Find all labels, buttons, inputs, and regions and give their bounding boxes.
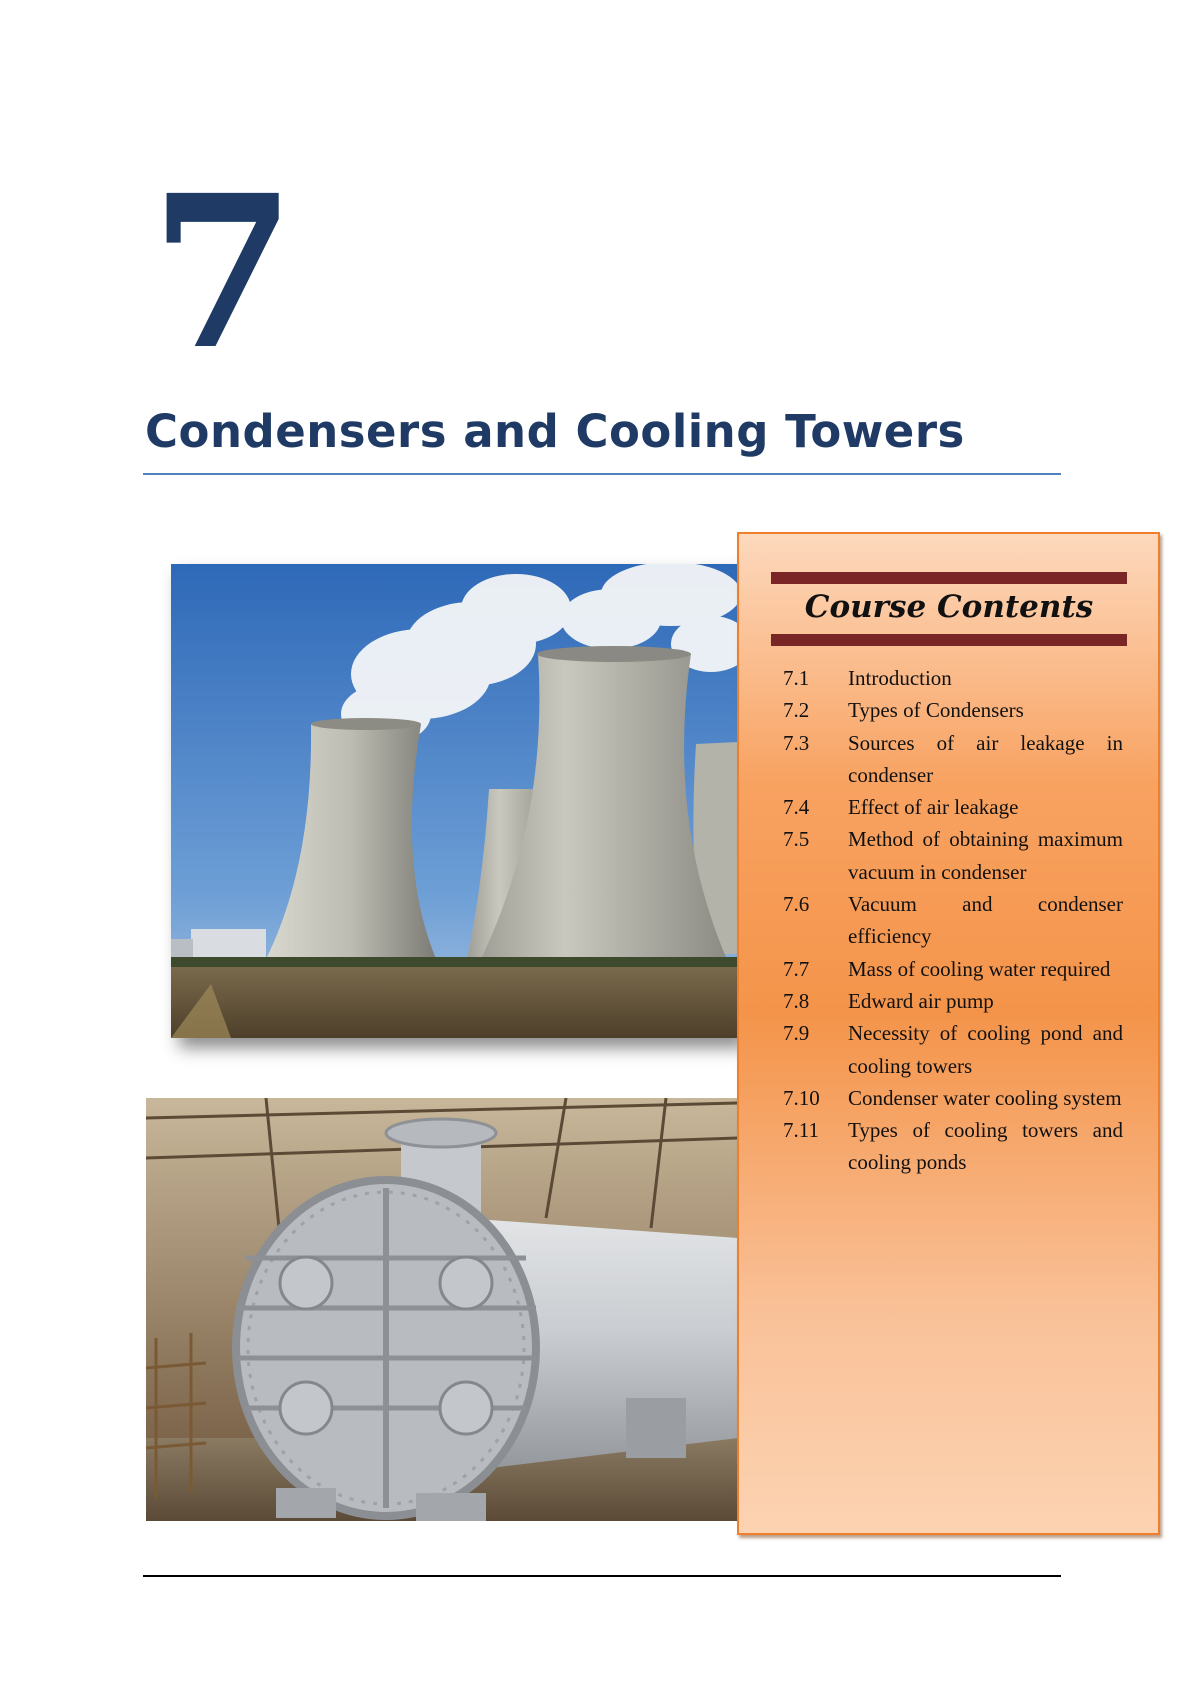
course-contents-panel — [737, 532, 1160, 1535]
cooling-towers-photo — [171, 564, 738, 1038]
item-number: 7.10 — [783, 1085, 820, 1110]
list-item — [783, 791, 1123, 823]
list-item — [783, 662, 1123, 694]
chapter-title: Condensers and Cooling Towers — [145, 405, 965, 458]
item-number: 7.2 — [783, 698, 810, 723]
shell-and-tube-condenser-photo-icon — [146, 1098, 738, 1521]
item-number: 7.3 — [783, 730, 810, 755]
course-contents-list — [783, 662, 1123, 1179]
item-text: Necessity of cooling pond and cooling towers — [848, 1021, 1123, 1078]
item-number: 7.6 — [783, 892, 810, 917]
list-item — [783, 1082, 1123, 1114]
item-text: Mass of cooling water required — [848, 956, 1111, 981]
heading-bar-bottom — [771, 634, 1127, 646]
item-text: Introduction — [848, 666, 952, 690]
list-item — [783, 985, 1123, 1017]
list-item — [783, 823, 1123, 888]
item-number: 7.11 — [783, 1118, 819, 1143]
cooling-towers-photo-icon — [171, 564, 738, 1038]
item-text: Vacuum and condenser efficiency — [848, 892, 1123, 949]
heading-bar-top — [771, 572, 1127, 584]
footer-rule — [143, 1575, 1061, 1577]
item-text: Edward air pump — [848, 988, 994, 1013]
course-contents-heading: Course Contents — [804, 589, 1094, 625]
item-text: Condenser water cooling system — [848, 1085, 1122, 1110]
list-item — [783, 727, 1123, 792]
item-number: 7.4 — [783, 795, 810, 820]
item-text: Sources of air leakage in condenser — [848, 730, 1123, 787]
item-text: Types of Condensers — [848, 698, 1024, 723]
item-text: Types of cooling towers and cooling ponds — [848, 1118, 1123, 1175]
list-item — [783, 694, 1123, 726]
list-item — [783, 953, 1123, 985]
item-number: 7.7 — [783, 956, 810, 981]
list-item — [783, 888, 1123, 953]
item-number: 7.1 — [783, 666, 810, 690]
list-item — [783, 1114, 1123, 1179]
title-underline — [143, 473, 1061, 475]
item-number: 7.9 — [783, 1021, 810, 1046]
item-text: Method of obtaining maximum vacuum in condenser — [848, 827, 1123, 884]
chapter-number: 7 — [150, 149, 297, 396]
item-number: 7.5 — [783, 827, 810, 852]
list-item — [783, 1017, 1123, 1082]
condenser-photo — [146, 1098, 738, 1521]
item-text: Effect of air leakage — [848, 795, 1019, 820]
item-number: 7.8 — [783, 988, 810, 1013]
